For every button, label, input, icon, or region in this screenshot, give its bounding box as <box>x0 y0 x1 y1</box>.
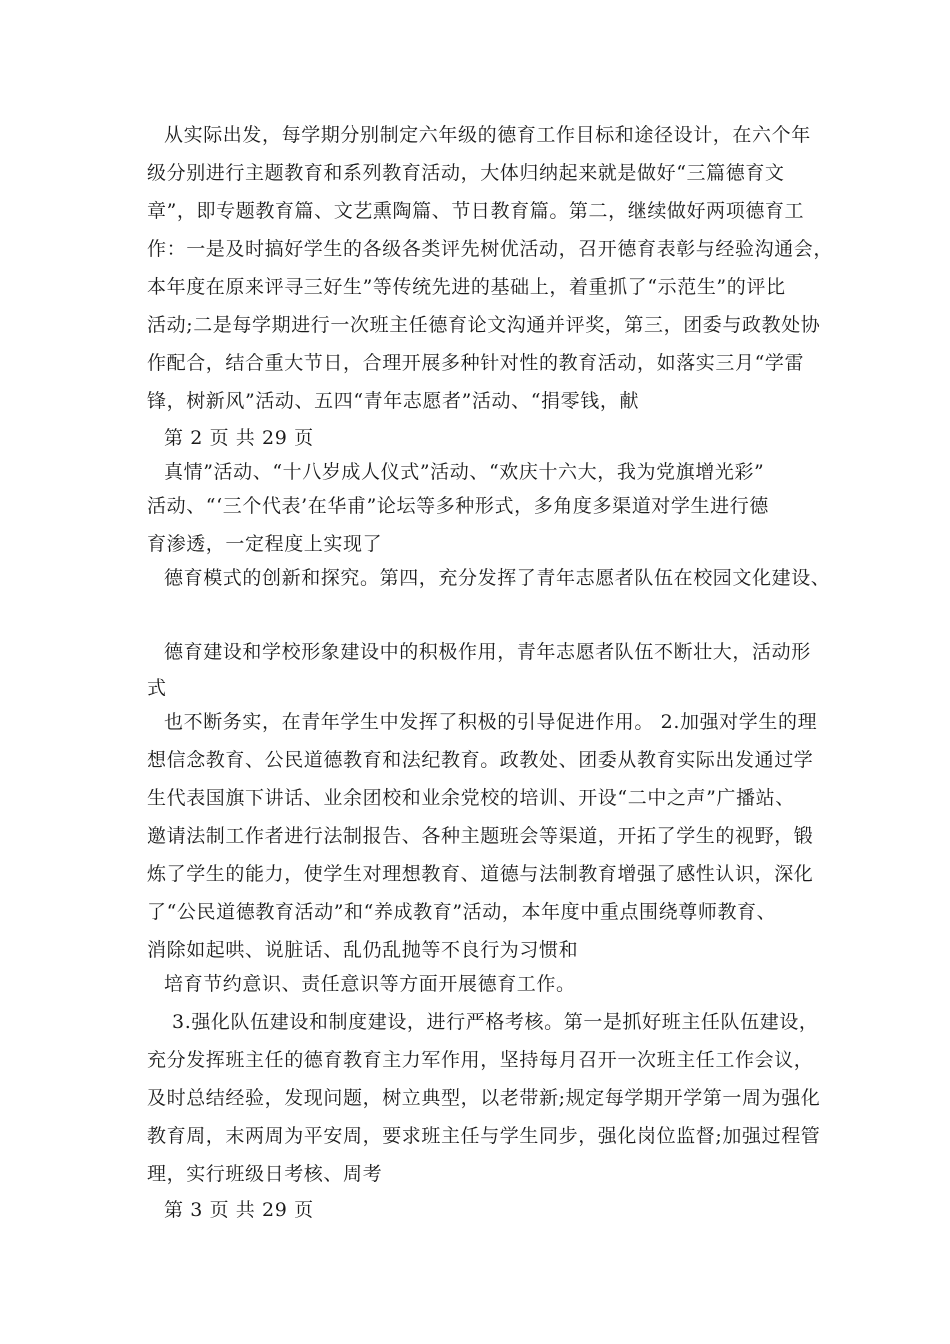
paragraph-line: 消除如起哄、说脏话、乱仍乱抛等不良行为习惯和 <box>147 939 579 961</box>
paragraph-line: 本年度在原来评寻三好生”等传统先进的基础上，着重抓了“示范生”的评比 <box>147 276 786 298</box>
paragraph-line: 德育模式的创新和探究。第四，充分发挥了青年志愿者队伍在校园文化建设、 <box>164 567 831 589</box>
paragraph-line: 了“公民道德教育活动”和“养成教育”活动，本年度中重点围绕尊师教育、 <box>147 901 777 923</box>
page-number: 第 3 页 共 29 页 <box>164 1199 314 1221</box>
paragraph-line: 级分别进行主题教育和系列教育活动，大体归纳起来就是做好“三篇德育文 <box>147 162 785 184</box>
paragraph-line: 充分发挥班主任的德育教育主力军作用，坚持每月召开一次班主任工作会议， <box>147 1049 814 1071</box>
paragraph-line: 德育建设和学校形象建设中的积极作用，青年志愿者队伍不断壮大，活动形 <box>164 641 811 663</box>
paragraph-line: 炼了学生的能力，使学生对理想教育、道德与法制教育增强了感性认识，深化 <box>147 863 814 885</box>
paragraph-line: 教育周，末两周为平安周，要求班主任与学生同步，强化岗位监督;加强过程管 <box>147 1125 821 1147</box>
paragraph-line: 锋，树新风”活动、五四“青年志愿者”活动、“捐零钱，献 <box>147 390 640 412</box>
paragraph-line: 理，实行班级日考核、周考 <box>147 1163 383 1185</box>
paragraph-line: 生代表国旗下讲话、业余团校和业余党校的培训、开设“二中之声”广播站、 <box>147 787 795 809</box>
paragraph-line: 章”，即专题教育篇、文艺熏陶篇、节日教育篇。第二，继续做好两项德育工 <box>147 200 805 222</box>
paragraph-line: 式 <box>147 677 167 699</box>
paragraph-line: 作配合，结合重大节日，合理开展多种针对性的教育活动，如落实三月“学雷 <box>147 352 805 374</box>
paragraph-line: 从实际出发，每学期分别制定六年级的德育工作目标和途径设计，在六个年 <box>164 124 811 146</box>
page-number: 第 2 页 共 29 页 <box>164 427 314 449</box>
paragraph-line: 及时总结经验，发现问题，树立典型，以老带新;规定每学期开学第一周为强化 <box>147 1087 821 1109</box>
paragraph-line: 作：一是及时搞好学生的各级各类评先树优活动，召开德育表彰与经验沟通会， <box>147 238 834 260</box>
paragraph-line: 也不断务实，在青年学生中发挥了积极的引导促进作用。 2.加强对学生的理 <box>164 711 818 733</box>
paragraph-line: 3.强化队伍建设和制度建设，进行严格考核。第一是抓好班主任队伍建设， <box>172 1011 819 1033</box>
paragraph-line: 育渗透，一定程度上实现了 <box>147 533 383 555</box>
paragraph-line: 邀请法制工作者进行法制报告、各种主题班会等渠道，开拓了学生的视野，锻 <box>147 825 814 847</box>
paragraph-line: 想信念教育、公民道德教育和法纪教育。政教处、团委从教育实际出发通过学 <box>147 749 814 771</box>
paragraph-line: 真情”活动、“十八岁成人仪式”活动、“欢庆十六大，我为党旗增光彩” <box>164 461 765 483</box>
paragraph-line: 活动、“‘三个代表’在华甫”论坛等多种形式，多角度多渠道对学生进行德 <box>147 495 769 517</box>
paragraph-line: 培育节约意识、责任意识等方面开展德育工作。 <box>164 973 576 995</box>
paragraph-line: 活动;二是每学期进行一次班主任德育论文沟通并评奖，第三，团委与政教处协 <box>147 314 821 336</box>
